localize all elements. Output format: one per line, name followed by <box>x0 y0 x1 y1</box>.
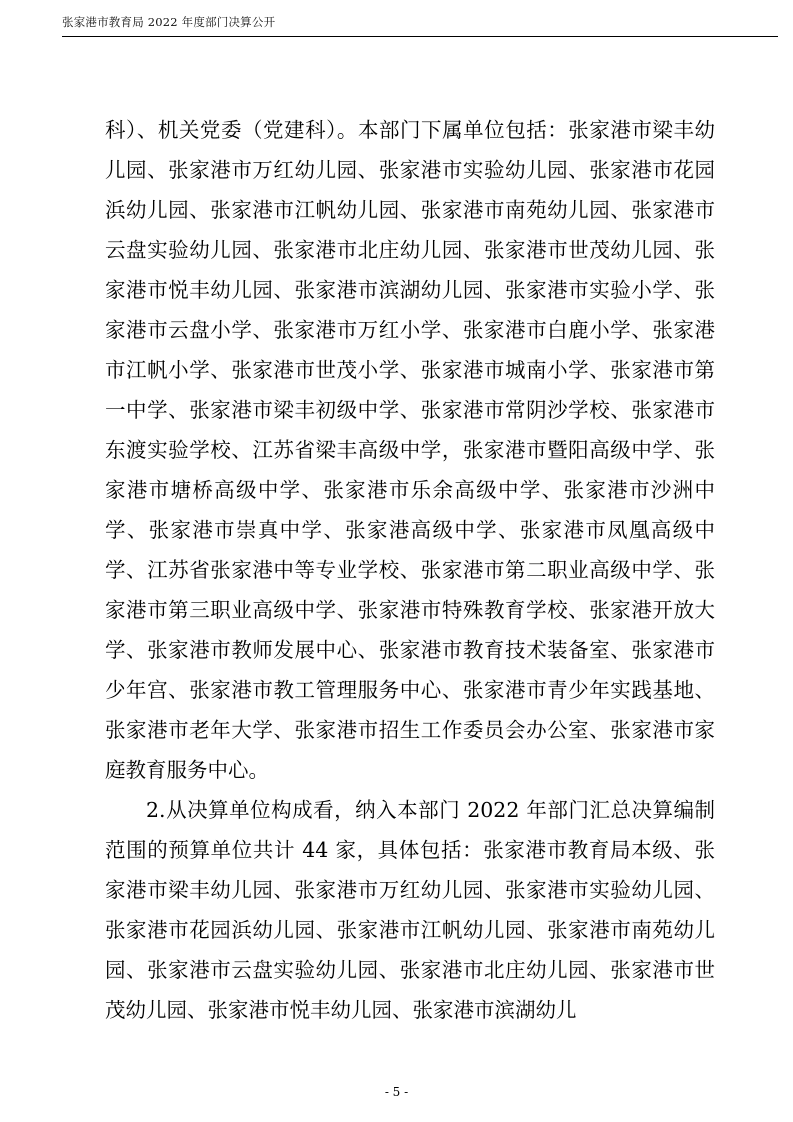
document-body <box>105 110 715 1030</box>
running-header: 张家港市教育局 2022 年度部门决算公开 <box>62 15 276 29</box>
paragraph-budget-units: 2.从决算单位构成看，纳入本部门 2022 年部门汇总决算编制范围的预算单位共计 44 家，具体包括：张家港市教育局本级、张家港市梁丰幼儿园、张家港市万红幼儿园、张家港市实验幼儿园、张家港市花园浜幼儿园、张家港市江帆幼儿园、张家港市南苑幼儿园、张家港市云盘实验幼儿园、张家港市北庄幼儿园、张家港市世茂幼儿园、张家港市悦丰幼儿园、张家港市滨湖幼儿 <box>105 798 715 1022</box>
paragraph-unit-list: 科）、机关党委（党建科）。本部门下属单位包括：张家港市梁丰幼儿园、张家港市万红幼儿园、张家港市实验幼儿园、张家港市花园浜幼儿园、张家港市江帆幼儿园、张家港市南苑幼儿园、张家港市云盘实验幼儿园、张家港市北庄幼儿园、张家港市世茂幼儿园、张家港市悦丰幼儿园、张家港市滨湖幼儿园、张家港市实验小学、张家港市云盘小学、张家港市万红小学、张家港市白鹿小学、张家港市江帆小学、张家港市世茂小学、张家港市城南小学、张家港市第一中学、张家港市梁丰初级中学、张家港市常阴沙学校、张家港市东渡实验学校、江苏省梁丰高级中学，张家港市暨阳高级中学、张家港市塘桥高级中学、张家港市乐余高级中学、张家港市沙洲中学、张家港市崇真中学、张家港高级中学、张家港市凤凰高级中学、江苏省张家港中等专业学校、张家港市第二职业高级中学、张家港市第三职业高级中学、张家港市特殊教育学校、张家港开放大学、张家港市教师发展中心、张家港市教育技术装备室、张家港市少年宫、张家港市教工管理服务中心、张家港市青少年实践基地、张家港市老年大学、张家港市招生工作委员会办公室、张家港市家庭教育服务中心。 <box>105 118 715 782</box>
page-number: - 5 - <box>384 1085 409 1099</box>
header-divider <box>62 36 778 37</box>
